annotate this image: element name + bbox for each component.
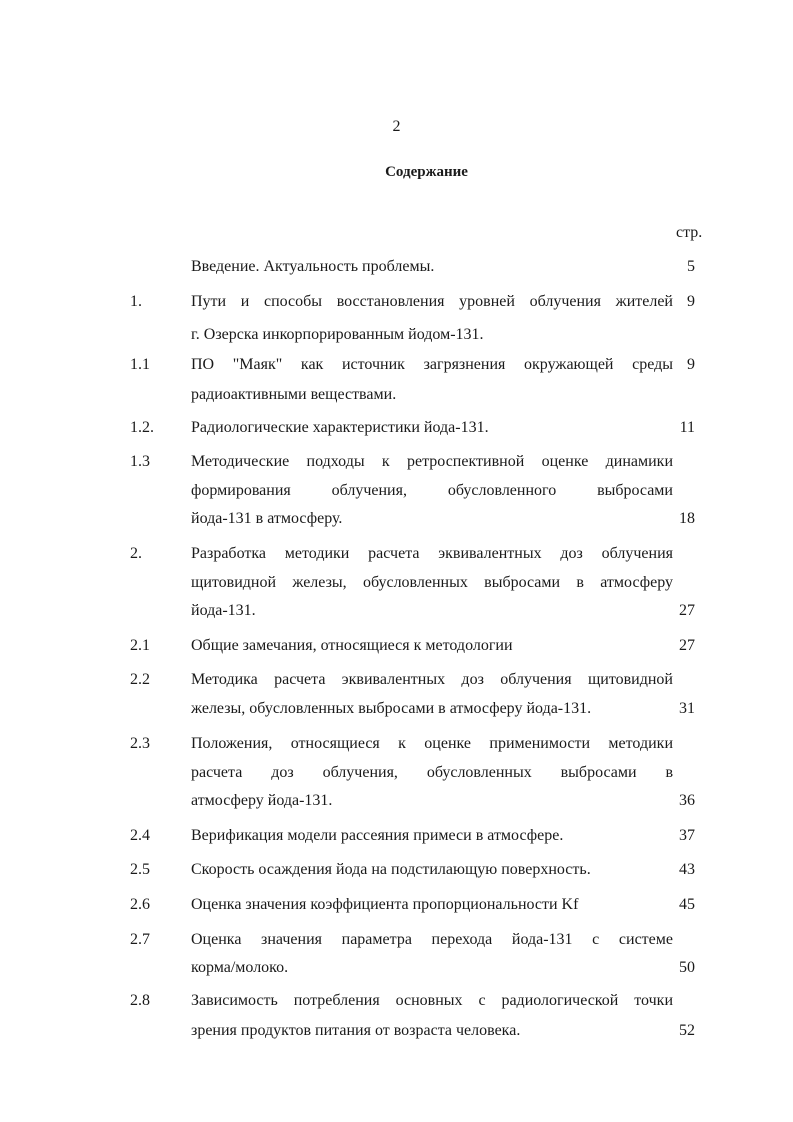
toc-entry-line: Зависимость потребления основных с радиологической точки [191,992,673,1009]
toc-entry-number: 2.6 [130,896,150,913]
page-number: 2 [392,118,401,135]
toc-entry-line: радиоактивными веществами. [191,386,397,403]
toc-entry-line: атмосферу йода-131. [191,792,333,809]
page-column-label: стр. [676,224,703,241]
toc-entry-number: 2. [130,545,142,562]
toc-entry-page: 27 [679,637,695,654]
toc-entry-page: 37 [679,827,695,844]
toc-entry-number: 2.2 [130,671,150,688]
toc-entry-line: Положения, относящиеся к оценке применимости методики [191,735,673,752]
toc-entry-line: зрения продуктов питания от возраста человека. [191,1022,521,1039]
toc-entry-number: 2.4 [130,827,150,844]
toc-entry-line: Оценка значения параметра перехода йода-131 с системе [191,931,673,948]
toc-entry-number: 1. [130,293,142,310]
toc-entry-number: 1.1 [130,356,150,373]
toc-entry-line: Разработка методики расчета эквивалентных доз облучения [191,545,673,562]
toc-entry-line: Пути и способы восстановления уровней облучения жителей [191,293,673,310]
toc-entry-number: 1.3 [130,453,150,470]
toc-entry-page: 18 [679,510,695,527]
toc-entry-page: 11 [679,419,695,436]
toc-entry-line: г. Озерска инкорпорированным йодом-131. [191,326,484,343]
toc-entry-line: ПО "Маяк" как источник загрязнения окружающей среды [191,356,673,373]
toc-entry-line: йода-131 в атмосферу. [191,510,343,527]
toc-entry-page: 50 [679,959,695,976]
toc-entry-page: 9 [687,293,695,310]
toc-entry-page: 31 [679,700,695,717]
toc-entry-number: 2.7 [130,931,150,948]
toc-entry-page: 36 [679,792,695,809]
toc-entry-line: Методика расчета эквивалентных доз облучения щитовидной [191,671,673,688]
toc-entry-line: расчета доз облучения, обусловленных выбросами в [191,764,673,781]
toc-entry-line: Оценка значения коэффициента пропорциональности Kf [191,896,579,913]
toc-entry-line: Методические подходы к ретроспективной оценке динамики [191,453,673,470]
toc-entry-line: формирования облучения, обусловленного выбросами [191,482,673,499]
toc-entry-page: 45 [679,896,695,913]
toc-entry-number: 1.2. [130,419,154,436]
toc-entry-line: железы, обусловленных выбросами в атмосферу йода-131. [191,700,592,717]
toc-entry-line: Скорость осаждения йода на подстилающую поверхность. [191,861,591,878]
toc-entry-number: 2.1 [130,637,150,654]
toc-entry-page: 9 [687,356,695,373]
toc-entry-line: щитовидной железы, обусловленных выбросами в атмосферу [191,574,673,591]
toc-entry-line: Введение. Актуальность проблемы. [191,258,435,275]
toc-entry-page: 43 [679,861,695,878]
toc-entry-line: йода-131. [191,602,256,619]
toc-entry-line: Верификация модели рассеяния примеси в атмосфере. [191,827,564,844]
toc-entry-number: 2.5 [130,861,150,878]
toc-entry-line: Радиологические характеристики йода-131. [191,419,489,436]
toc-entry-page: 52 [679,1022,695,1039]
toc-entry-line: корма/молоко. [191,959,289,976]
page-title: Содержание [385,164,468,180]
toc-entry-line: Общие замечания, относящиеся к методологии [191,637,513,654]
toc-entry-number: 2.3 [130,735,150,752]
toc-entry-page: 27 [679,602,695,619]
toc-entry-number: 2.8 [130,992,150,1009]
toc-entry-page: 5 [687,258,695,275]
